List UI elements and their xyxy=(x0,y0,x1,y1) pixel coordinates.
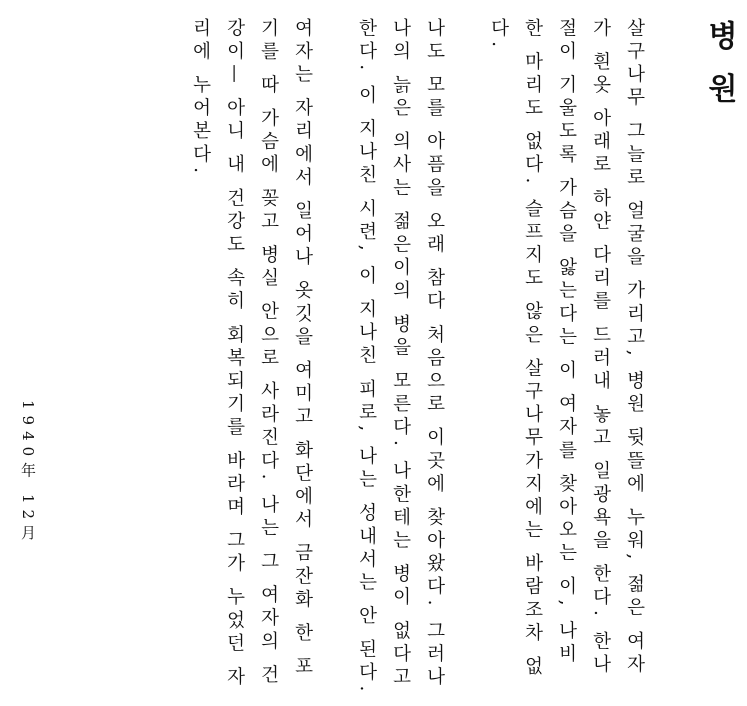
stanza-3: 여자는 자리에서 일어나 옷깃을 여미고 화단에서 금잔화 한 포기를 따 가슴에 꽂고 병실 안으로 사라진다. 나는 그 여자의 건강이— 아니 내 건강도 속히 회복되기를 바라며 그가 누었던 자리에 누어본다. xyxy=(190,18,313,690)
poem-title: 병 원 xyxy=(702,20,737,109)
poem-body xyxy=(153,18,651,698)
date-line: 1940年 12月 xyxy=(19,400,37,547)
stanza-2: 나도 모를 아픔을 오래 참다 처음으로 이곳에 찾아왔다. 그러나 나의 늙은 의사는 젊은이의 병을 모른다. 나한테는 병이 없다고 한다. 이 지나친 시련, 이 지나친 피로, 나는 성내서는 안 된다. xyxy=(356,18,445,697)
stanza-1: 살구나무 그늘로 얼굴을 가리고, 병원 뒷뜰에 누워, 젊은 여자가 흰옷 아래로 하얀 다리를 드러내 놓고 일광욕을 한다. 한나절이 기울도록 가슴을 앓는다는 이 여자를 찾아오는 이, 나비 한 마리도 없다. 슬프지도 않은 살구나무가지에는 바람조차 없다. xyxy=(488,18,645,680)
